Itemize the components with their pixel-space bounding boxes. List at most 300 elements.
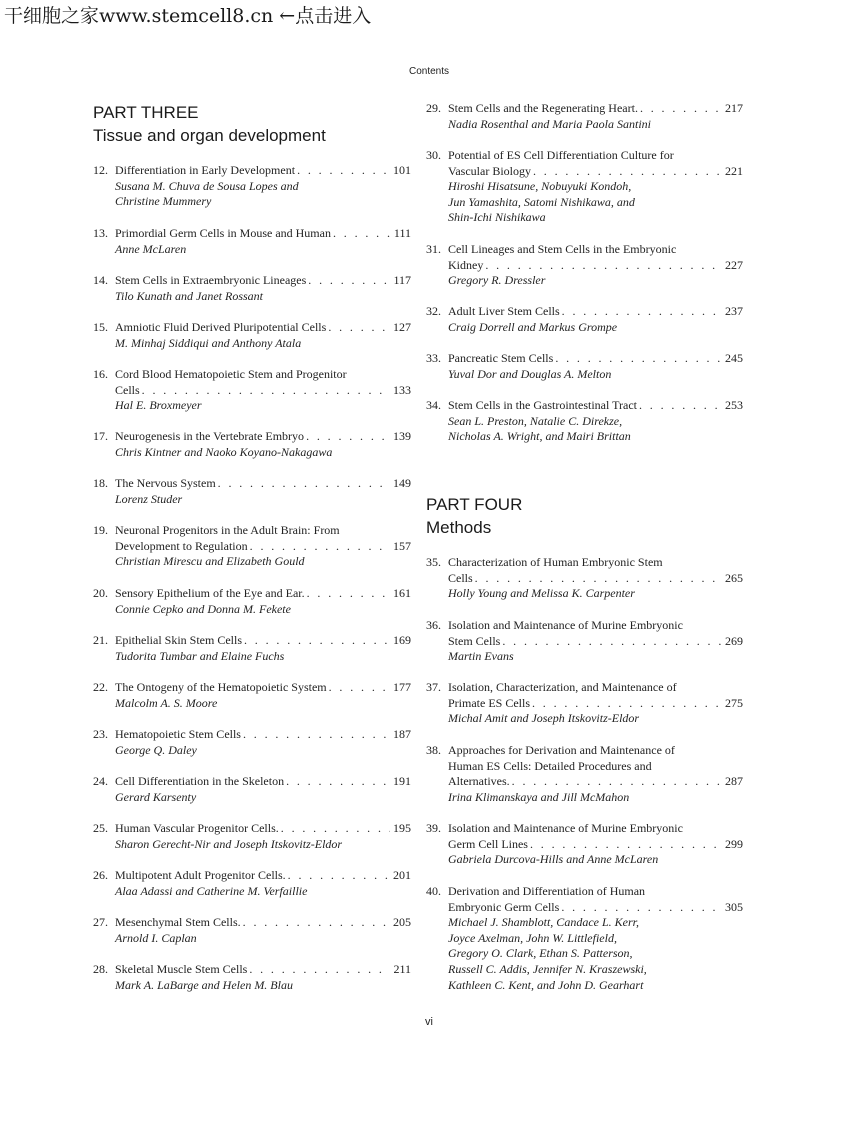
chapter-number: 28. xyxy=(93,962,108,976)
chapter-title xyxy=(426,148,674,162)
chapter-title-line-leader xyxy=(426,351,743,367)
chapter-title xyxy=(426,696,530,712)
chapter-authors xyxy=(426,852,743,868)
chapter-title xyxy=(93,367,347,381)
chapter-title-line-leader xyxy=(426,837,743,853)
chapter-authors xyxy=(93,696,411,712)
dot-leader xyxy=(297,163,390,179)
dot-leader xyxy=(562,304,722,320)
chapter-title-line-leader xyxy=(426,164,743,180)
dot-leader xyxy=(502,634,722,650)
chapter-title xyxy=(426,774,510,790)
toc-entry[interactable] xyxy=(93,163,411,210)
chapter-authors xyxy=(426,790,743,806)
chapter-title-text: Stem Cells in the Gastrointestinal Tract xyxy=(448,398,637,412)
chapter-title-line-leader xyxy=(93,383,411,399)
chapter-title-line-leader xyxy=(426,571,743,587)
page-number-ref[interactable]: 275 xyxy=(725,695,743,710)
dot-leader xyxy=(281,821,390,837)
chapter-authors xyxy=(426,179,743,226)
chapter-title-line xyxy=(93,523,411,539)
chapter-title-line-leader xyxy=(93,633,411,649)
page-number-ref[interactable]: 169 xyxy=(393,633,411,647)
chapter-title-text: Vascular Biology xyxy=(448,163,531,178)
chapter-number: 27. xyxy=(93,915,108,929)
author-line: Hal E. Broxmeyer xyxy=(115,398,202,413)
chapter-authors xyxy=(426,273,743,289)
chapter-title-text: Characterization of Human Embryonic Stem xyxy=(448,555,663,569)
toc-entry[interactable] xyxy=(93,429,411,460)
chapter-title xyxy=(426,571,473,587)
author-line: Tilo Kunath and Janet Rossant xyxy=(115,288,264,303)
chapter-authors xyxy=(93,242,411,258)
toc-entry[interactable] xyxy=(93,680,411,711)
page-number-ref[interactable]: 177 xyxy=(393,680,411,694)
part-label: PART FOUR xyxy=(426,495,523,514)
chapter-title-text: Human ES Cells: Detailed Procedures and xyxy=(448,758,652,773)
chapter-authors xyxy=(93,492,411,508)
chapter-title-line xyxy=(426,242,743,258)
chapter-title xyxy=(93,226,331,242)
author-line: Yuval Dor and Douglas A. Melton xyxy=(448,366,612,381)
page-number-ref[interactable]: 201 xyxy=(393,868,411,882)
chapter-number: 40. xyxy=(426,884,441,898)
chapter-title xyxy=(93,962,247,978)
chapter-authors xyxy=(93,336,411,352)
author-line: Sharon Gerecht-Nir and Joseph Itskovitz-Eldor xyxy=(115,836,343,851)
chapter-title-text: Derivation and Differentiation of Human xyxy=(448,884,646,898)
chapter-number: 15. xyxy=(93,320,108,334)
chapter-title-text: Embryonic Germ Cells xyxy=(448,899,560,914)
chapter-title-line-leader xyxy=(93,727,411,743)
dot-leader xyxy=(249,962,390,978)
chapter-authors xyxy=(93,790,411,806)
chapter-title-line xyxy=(426,618,743,634)
dot-leader xyxy=(243,915,390,931)
chapter-number: 12. xyxy=(93,163,108,177)
toc-entry[interactable] xyxy=(426,242,743,289)
chapter-authors xyxy=(93,978,411,994)
chapter-title-text: Stem Cells in Extraembryonic Lineages xyxy=(115,273,307,287)
chapter-title xyxy=(426,101,638,117)
toc-entry[interactable] xyxy=(93,586,411,617)
chapter-number: 24. xyxy=(93,774,108,788)
author-line: Kathleen C. Kent, and John D. Gearhart xyxy=(448,977,644,992)
toc-entry[interactable] xyxy=(93,226,411,257)
page-number-ref[interactable]: 211 xyxy=(393,962,411,976)
chapter-title-line-leader xyxy=(93,962,411,978)
part-label: PART THREE xyxy=(93,103,199,122)
page-number: vi xyxy=(425,1016,433,1028)
chapter-title-line-leader xyxy=(93,476,411,492)
chapter-title xyxy=(93,774,284,790)
chapter-title xyxy=(426,680,677,694)
chapter-title-text: Cord Blood Hematopoietic Stem and Progenitor xyxy=(115,367,347,381)
toc-entry[interactable] xyxy=(426,821,743,868)
chapter-title-text: Potential of ES Cell Differentiation Culture for xyxy=(448,148,674,162)
chapter-authors xyxy=(93,602,411,618)
chapter-title-text: Cells xyxy=(448,570,473,585)
author-line: Joyce Axelman, John W. Littlefield, xyxy=(448,930,617,945)
toc-entry[interactable] xyxy=(426,618,743,665)
page-number-ref[interactable]: 101 xyxy=(393,163,411,177)
chapter-title-text: Development to Regulation xyxy=(115,538,248,553)
chapter-number: 18. xyxy=(93,476,108,490)
chapter-title-line xyxy=(426,821,743,837)
chapter-authors xyxy=(426,367,743,383)
chapter-authors xyxy=(93,837,411,853)
chapter-title-text: Approaches for Derivation and Maintenance of xyxy=(448,743,675,757)
chapter-title-line-leader xyxy=(93,163,411,179)
chapter-title-line-leader xyxy=(93,320,411,336)
page-number-ref[interactable]: 299 xyxy=(725,836,743,851)
chapter-title-text: Sensory Epithelium of the Eye and Ear. xyxy=(115,586,305,600)
dot-leader xyxy=(475,571,722,587)
chapter-title-text: Skeletal Muscle Stem Cells xyxy=(115,962,248,976)
chapter-title xyxy=(426,258,483,274)
author-line: Susana M. Chuva de Sousa Lopes and xyxy=(115,178,299,193)
chapter-title-text: The Nervous System xyxy=(115,476,216,490)
chapter-number: 34. xyxy=(426,398,441,412)
chapter-title-text: Multipotent Adult Progenitor Cells. xyxy=(115,868,286,882)
chapter-authors xyxy=(426,915,743,993)
chapter-title-text: Stem Cells xyxy=(448,633,501,648)
page-number-ref[interactable]: 245 xyxy=(725,351,743,365)
dot-leader xyxy=(218,476,390,492)
chapter-title-text: Hematopoietic Stem Cells xyxy=(115,727,241,741)
page-number-ref[interactable]: 161 xyxy=(393,586,411,600)
page-number-ref[interactable]: 217 xyxy=(725,101,743,115)
page-number-ref[interactable]: 117 xyxy=(393,273,411,287)
chapter-title-text: Kidney xyxy=(448,257,484,272)
author-line: Gerard Karsenty xyxy=(115,789,197,804)
chapter-title xyxy=(426,634,500,650)
author-line: Malcolm A. S. Moore xyxy=(115,695,218,710)
chapter-title xyxy=(426,351,553,367)
toc-entry[interactable] xyxy=(426,743,743,805)
author-line: Gabriela Durcova-Hills and Anne McLaren xyxy=(448,852,659,867)
author-line: Lorenz Studer xyxy=(115,491,183,506)
chapter-title xyxy=(426,304,560,320)
dot-leader xyxy=(530,837,722,853)
chapter-authors xyxy=(93,179,411,210)
chapter-number: 37. xyxy=(426,680,441,694)
running-head: Contents xyxy=(408,66,450,77)
chapter-title xyxy=(93,539,248,555)
dot-leader xyxy=(533,164,722,180)
page-number-ref[interactable]: 111 xyxy=(393,226,411,240)
chapter-title xyxy=(93,727,241,743)
toc-entry[interactable] xyxy=(93,962,411,993)
author-line: M. Minhaj Siddiqui and Anthony Atala xyxy=(115,335,302,350)
dot-leader xyxy=(555,351,722,367)
toc-entry[interactable] xyxy=(426,304,743,335)
page-number-ref[interactable]: 269 xyxy=(725,633,743,648)
chapter-number: 39. xyxy=(426,821,441,835)
chapter-title-line-leader xyxy=(426,774,743,790)
toc-entry[interactable] xyxy=(426,351,743,382)
chapter-title-line-leader xyxy=(426,900,743,916)
chapter-title xyxy=(93,821,279,837)
chapter-title-line xyxy=(93,367,411,383)
chapter-number: 17. xyxy=(93,429,108,443)
dot-leader xyxy=(640,101,722,117)
page-number-ref[interactable]: 237 xyxy=(725,304,743,318)
page-number-ref[interactable]: 305 xyxy=(725,899,743,914)
chapter-title xyxy=(426,242,676,256)
toc-entry[interactable] xyxy=(426,101,743,132)
author-line: Christian Mirescu and Elizabeth Gould xyxy=(115,554,305,569)
toc-entry[interactable] xyxy=(93,821,411,852)
chapter-title-text: Isolation and Maintenance of Murine Embryonic xyxy=(448,618,683,632)
author-line: Martin Evans xyxy=(448,649,514,664)
chapter-title-line-leader xyxy=(426,696,743,712)
chapter-title-text: Alternatives. xyxy=(448,774,510,789)
page-number-ref[interactable]: 157 xyxy=(393,538,411,553)
author-line: Arnold I. Caplan xyxy=(115,930,197,945)
toc-entry[interactable] xyxy=(93,273,411,304)
chapter-title-text: Primate ES Cells xyxy=(448,695,530,710)
chapter-title-line xyxy=(426,743,743,759)
chapter-title-line-leader xyxy=(93,586,411,602)
author-line: Christine Mummery xyxy=(115,194,212,209)
author-line: Alaa Adassi and Catherine M. Verfaillie xyxy=(115,883,308,898)
toc-entry[interactable] xyxy=(93,320,411,351)
chapter-number: 32. xyxy=(426,304,441,318)
chapter-title-text: The Ontogeny of the Hematopoietic System xyxy=(115,680,327,694)
chapter-number: 20. xyxy=(93,586,108,600)
dot-leader xyxy=(333,226,391,242)
author-line: Michal Amit and Joseph Itskovitz-Eldor xyxy=(448,711,640,726)
author-line: Anne McLaren xyxy=(115,241,187,256)
chapter-authors xyxy=(93,649,411,665)
toc-entry[interactable] xyxy=(93,476,411,507)
chapter-title xyxy=(426,884,645,898)
chapter-title-text: Stem Cells and the Regenerating Heart. xyxy=(448,101,638,115)
chapter-title xyxy=(426,743,675,757)
chapter-authors xyxy=(426,117,743,133)
page-number-ref[interactable]: 221 xyxy=(725,163,743,178)
toc-entry[interactable] xyxy=(93,727,411,758)
chapter-title-text: Mesenchymal Stem Cells. xyxy=(115,915,241,929)
chapter-title-line xyxy=(426,884,743,900)
chapter-title-line-leader xyxy=(93,539,411,555)
page-number-ref[interactable]: 149 xyxy=(393,476,411,490)
chapter-number: 25. xyxy=(93,821,108,835)
page-number-ref[interactable]: 265 xyxy=(725,570,743,585)
chapter-title-text: Human Vascular Progenitor Cells. xyxy=(115,821,279,835)
dot-leader xyxy=(243,727,390,743)
chapter-title-line xyxy=(426,555,743,571)
dot-leader xyxy=(328,320,390,336)
chapter-authors xyxy=(93,445,411,461)
dot-leader xyxy=(329,680,390,696)
chapter-title xyxy=(93,633,242,649)
chapter-title xyxy=(93,915,241,931)
chapter-title-text: Adult Liver Stem Cells xyxy=(448,304,560,318)
page-number-ref[interactable]: 127 xyxy=(393,320,411,334)
author-line: Shin-Ichi Nishikawa xyxy=(448,210,546,225)
page-number-ref[interactable]: 227 xyxy=(725,257,743,272)
chapter-title-line-leader xyxy=(426,398,743,414)
toc-entry[interactable] xyxy=(93,868,411,899)
dot-leader xyxy=(308,273,390,289)
chapter-title-line-leader xyxy=(93,868,411,884)
chapter-title-text: Neurogenesis in the Vertebrate Embryo xyxy=(115,429,305,443)
author-line: Mark A. LaBarge and Helen M. Blau xyxy=(115,977,293,992)
chapter-title-line-leader xyxy=(93,680,411,696)
author-line: Michael J. Shamblott, Candace L. Kerr, xyxy=(448,915,639,930)
chapter-title-text: Differentiation in Early Development xyxy=(115,163,296,177)
chapter-title-text: Germ Cell Lines xyxy=(448,836,528,851)
part-three-heading xyxy=(93,101,326,147)
toc-entry[interactable] xyxy=(93,367,411,414)
chapter-title xyxy=(93,320,326,336)
chapter-title-text: Primordial Germ Cells in Mouse and Human xyxy=(115,226,331,240)
chapter-title xyxy=(426,618,683,632)
toc-entry[interactable] xyxy=(93,915,411,946)
chapter-authors xyxy=(93,554,411,570)
chapter-title-text: Isolation, Characterization, and Maintenance of xyxy=(448,680,677,694)
dot-leader xyxy=(306,429,390,445)
page-number-ref[interactable]: 195 xyxy=(393,821,411,835)
author-line: Connie Cepko and Donna M. Fekete xyxy=(115,601,291,616)
chapter-title-text: Amniotic Fluid Derived Pluripotential Cells xyxy=(115,320,327,334)
chapter-number: 33. xyxy=(426,351,441,365)
page-number-ref[interactable]: 187 xyxy=(393,727,411,741)
chapter-number: 23. xyxy=(93,727,108,741)
chapter-number: 21. xyxy=(93,633,108,647)
chapter-title xyxy=(93,429,304,445)
toc-entry[interactable] xyxy=(426,555,743,602)
page-number-ref[interactable]: 191 xyxy=(393,774,411,788)
dot-leader xyxy=(639,398,722,414)
dot-leader xyxy=(286,774,390,790)
toc-entry[interactable] xyxy=(426,884,743,993)
chapter-title xyxy=(93,383,140,399)
chapter-authors xyxy=(426,649,743,665)
chapter-authors xyxy=(93,931,411,947)
author-line: George Q. Daley xyxy=(115,742,197,757)
chapter-title-line-leader xyxy=(93,273,411,289)
chapter-title-text: Cells xyxy=(115,382,140,397)
chapter-title xyxy=(93,273,306,289)
part-title: Methods xyxy=(426,518,492,537)
dot-leader xyxy=(244,633,390,649)
chapter-title xyxy=(426,398,637,414)
dot-leader xyxy=(512,774,722,790)
chapter-authors xyxy=(93,743,411,759)
chapter-number: 19. xyxy=(93,523,108,537)
chapter-number: 38. xyxy=(426,743,441,757)
chapter-authors xyxy=(426,414,743,445)
chapter-authors xyxy=(93,884,411,900)
chapter-title-line-leader xyxy=(93,429,411,445)
author-line: Jun Yamashita, Satomi Nishikawa, and xyxy=(448,194,635,209)
chapter-title xyxy=(426,837,528,853)
author-line: Russell C. Addis, Jennifer N. Kraszewski, xyxy=(448,961,647,976)
author-line: Chris Kintner and Naoko Koyano-Nakagawa xyxy=(115,444,333,459)
chapter-title-line xyxy=(426,680,743,696)
chapter-number: 35. xyxy=(426,555,441,569)
chapter-title-line xyxy=(426,148,743,164)
chapter-title xyxy=(426,759,652,773)
chapter-title xyxy=(93,523,340,537)
chapter-number: 31. xyxy=(426,242,441,256)
page-number-ref[interactable]: 287 xyxy=(725,774,743,789)
chapter-title-text: Neuronal Progenitors in the Adult Brain: From xyxy=(115,523,340,537)
chapter-title-line-leader xyxy=(93,821,411,837)
part-title: Tissue and organ development xyxy=(93,126,326,145)
chapter-title-line-leader xyxy=(93,774,411,790)
dot-leader xyxy=(561,900,722,916)
chapter-authors xyxy=(426,586,743,602)
toc-entry[interactable] xyxy=(426,398,743,445)
page-number-ref[interactable]: 139 xyxy=(393,429,411,443)
chapter-title-line-leader xyxy=(426,634,743,650)
dot-leader xyxy=(532,696,722,712)
chapter-title xyxy=(426,164,531,180)
author-line: Nadia Rosenthal and Maria Paola Santini xyxy=(448,116,651,131)
dot-leader xyxy=(307,586,390,602)
page-number-ref[interactable]: 205 xyxy=(393,915,411,929)
author-line: Sean L. Preston, Natalie C. Direkze, xyxy=(448,413,623,428)
chapter-number: 22. xyxy=(93,680,108,694)
author-line: Craig Dorrell and Markus Grompe xyxy=(448,319,618,334)
chapter-title xyxy=(93,163,295,179)
chapter-title-text: Cell Differentiation in the Skeleton xyxy=(115,774,285,788)
author-line: Tudorita Tumbar and Elaine Fuchs xyxy=(115,648,285,663)
dot-leader xyxy=(288,868,390,884)
chapter-title xyxy=(93,476,216,492)
chapter-number: 29. xyxy=(426,101,441,115)
chapter-number: 26. xyxy=(93,868,108,882)
chapter-authors xyxy=(93,398,411,414)
chapter-number: 30. xyxy=(426,148,441,162)
chapter-title-text: Isolation and Maintenance of Murine Embryonic xyxy=(448,821,683,835)
part-four-heading xyxy=(426,493,522,539)
chapter-title-line-leader xyxy=(426,304,743,320)
chapter-title-line-leader xyxy=(426,101,743,117)
chapter-number: 16. xyxy=(93,367,108,381)
chapter-number: 14. xyxy=(93,273,108,287)
author-line: Holly Young and Melissa K. Carpenter xyxy=(448,586,635,601)
toc-entry[interactable] xyxy=(93,633,411,664)
chapter-title xyxy=(93,586,305,602)
toc-entry[interactable] xyxy=(93,523,411,570)
dot-leader xyxy=(250,539,390,555)
chapter-authors xyxy=(426,320,743,336)
chapter-title xyxy=(426,821,683,835)
chapter-title xyxy=(426,555,663,569)
chapter-number: 13. xyxy=(93,226,108,240)
chapter-title xyxy=(93,868,286,884)
chapter-title-text: Epithelial Skin Stem Cells xyxy=(115,633,242,647)
toc-entry[interactable] xyxy=(93,774,411,805)
site-banner-link[interactable]: 干细胞之家www.stemcell8.cn ←点击进入 xyxy=(4,5,372,27)
chapter-title-text: Pancreatic Stem Cells xyxy=(448,351,554,365)
toc-entry[interactable] xyxy=(426,148,743,226)
author-line: Gregory O. Clark, Ethan S. Patterson, xyxy=(448,946,633,961)
chapter-title-line xyxy=(426,759,743,775)
dot-leader xyxy=(142,383,390,399)
chapter-title-line-leader xyxy=(93,915,411,931)
toc-entry[interactable] xyxy=(426,680,743,727)
page-number-ref[interactable]: 253 xyxy=(725,398,743,412)
chapter-title-text: Cell Lineages and Stem Cells in the Embryonic xyxy=(448,242,677,256)
chapter-number: 36. xyxy=(426,618,441,632)
page-number-ref[interactable]: 133 xyxy=(393,382,411,397)
